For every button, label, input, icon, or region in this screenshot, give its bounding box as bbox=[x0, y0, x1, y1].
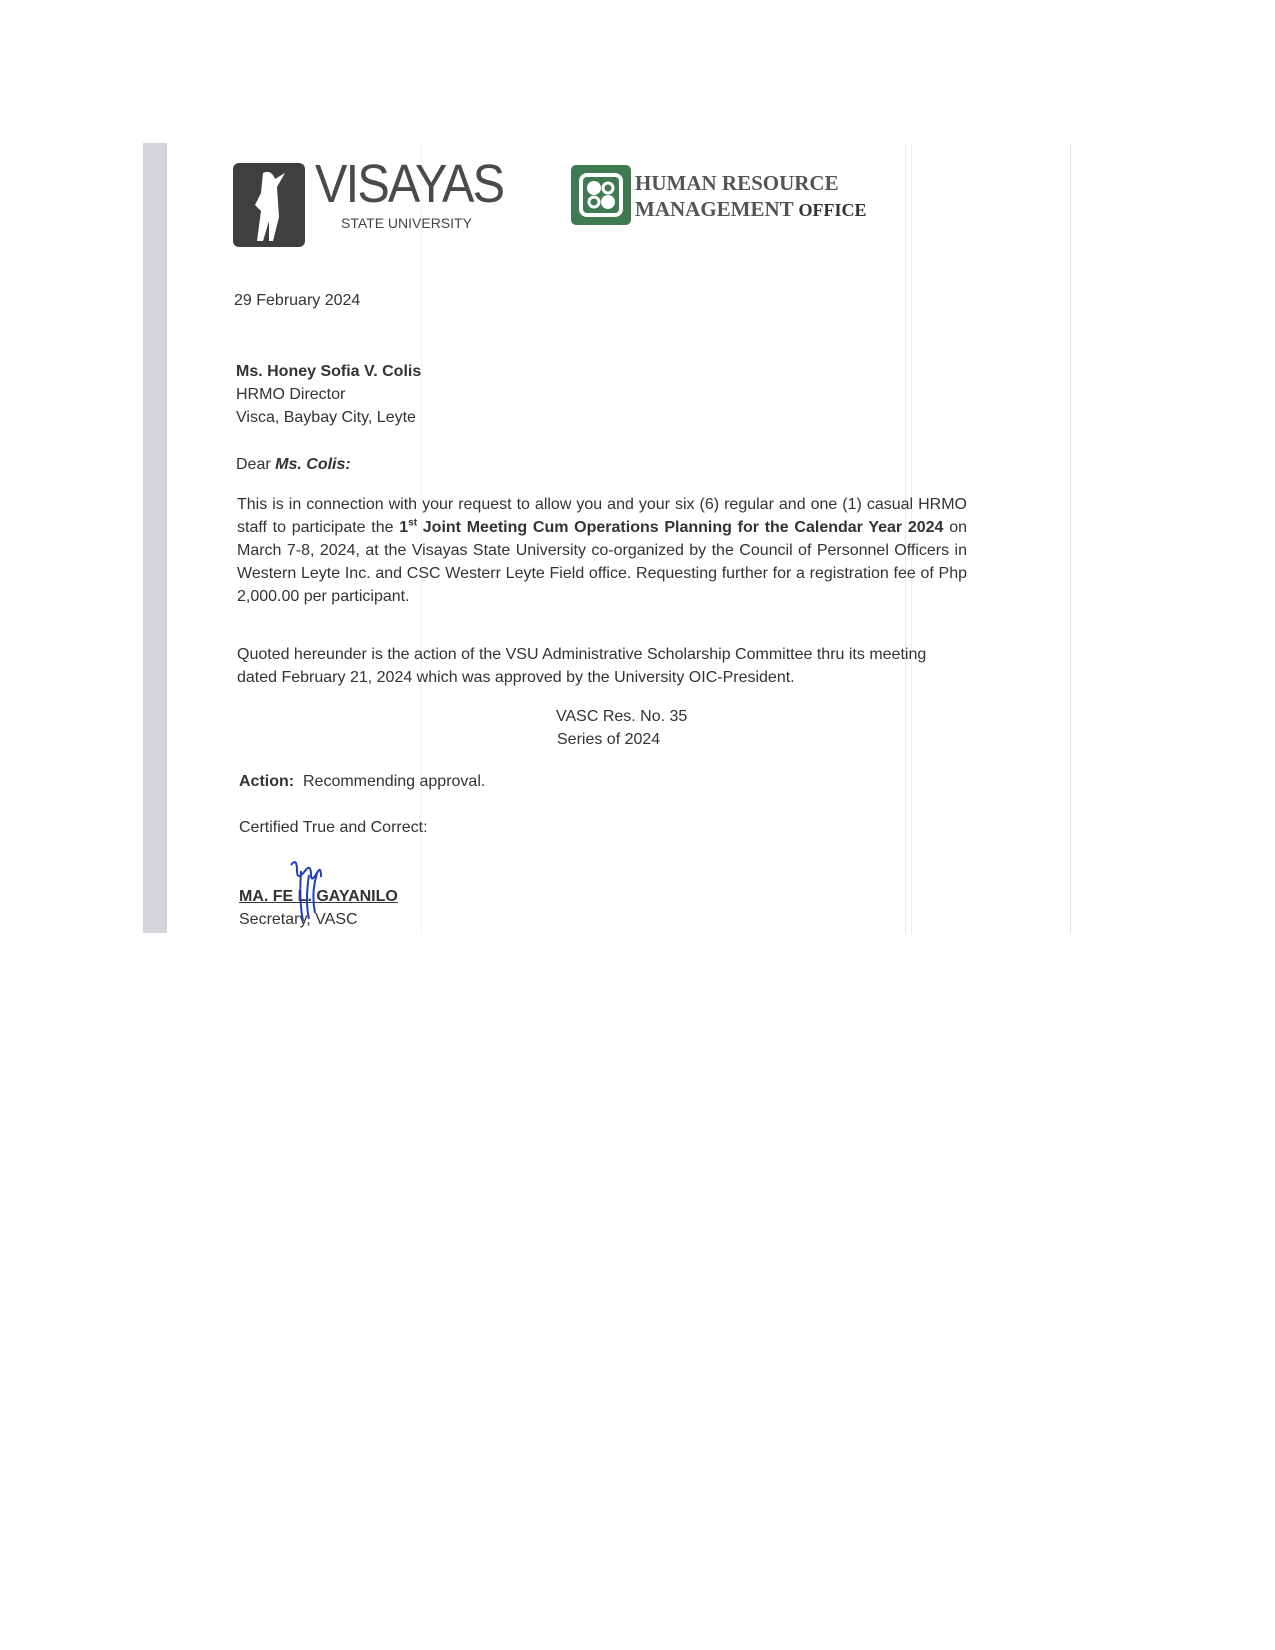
p1-text: This is in connection with your request to allow you and your six (6) regular and one (1) casual HRMO staff to participate the bbox=[237, 496, 967, 536]
salutation-prefix: Dear bbox=[236, 456, 271, 473]
resolution-series: Series of 2024 bbox=[557, 731, 661, 748]
p1-event-title: Joint Meeting Cum Operations Planning for the Calendar Year 2024 bbox=[417, 519, 944, 536]
signature-icon bbox=[283, 855, 333, 930]
certification-text: Certified True and Correct: bbox=[239, 819, 428, 836]
letter-date: 29 February 2024 bbox=[234, 292, 361, 309]
office-name-line2 bbox=[635, 197, 867, 222]
p1-ordinal: 1 bbox=[399, 519, 409, 536]
office-name-main: MANAGEMENT bbox=[635, 197, 794, 221]
action-value: Recommending approval. bbox=[303, 773, 486, 790]
hr-office-logo-icon bbox=[571, 165, 631, 225]
office-name-small: OFFICE bbox=[798, 200, 867, 220]
signatory-title: Secretary, VASC bbox=[239, 911, 358, 928]
recipient-title: HRMO Director bbox=[236, 386, 346, 403]
action-line bbox=[239, 770, 485, 793]
university-subtitle: STATE UNIVERSITY bbox=[341, 215, 472, 231]
salutation-name: Ms. Colis: bbox=[275, 456, 351, 473]
vsu-logo-icon bbox=[233, 163, 305, 247]
p1-ordinal-suffix: st bbox=[408, 517, 418, 529]
office-name-line1: HUMAN RESOURCE bbox=[635, 171, 839, 195]
resolution-number: VASC Res. No. 35 bbox=[556, 708, 688, 725]
recipient-address: Visca, Baybay City, Leyte bbox=[236, 409, 416, 426]
body-paragraph-2: Quoted hereunder is the action of the VSU Administrative Scholarship Committee thru its meeting dated February 21, 2024 which was approved by the University OIC-President. bbox=[237, 646, 927, 686]
recipient-name: Ms. Honey Sofia V. Colis bbox=[236, 363, 422, 380]
action-label: Action: bbox=[239, 773, 295, 790]
scan-edge bbox=[143, 143, 167, 933]
salutation bbox=[236, 453, 351, 476]
body-paragraph-1 bbox=[237, 493, 967, 608]
scanned-letter bbox=[143, 143, 1071, 933]
signatory-name: MA. FE L. GAYANILO bbox=[239, 888, 398, 905]
university-name: VISAYAS bbox=[315, 154, 504, 214]
p1-text-cont: on March 7-8, 2024, at the Visayas State University co-organized by the Council of Personnel Officers in Western Leyte Inc. and CSC Westerr Leyte Field office. Requesting further for a registration fee of Php 2,000.00 per participant. bbox=[237, 519, 967, 605]
